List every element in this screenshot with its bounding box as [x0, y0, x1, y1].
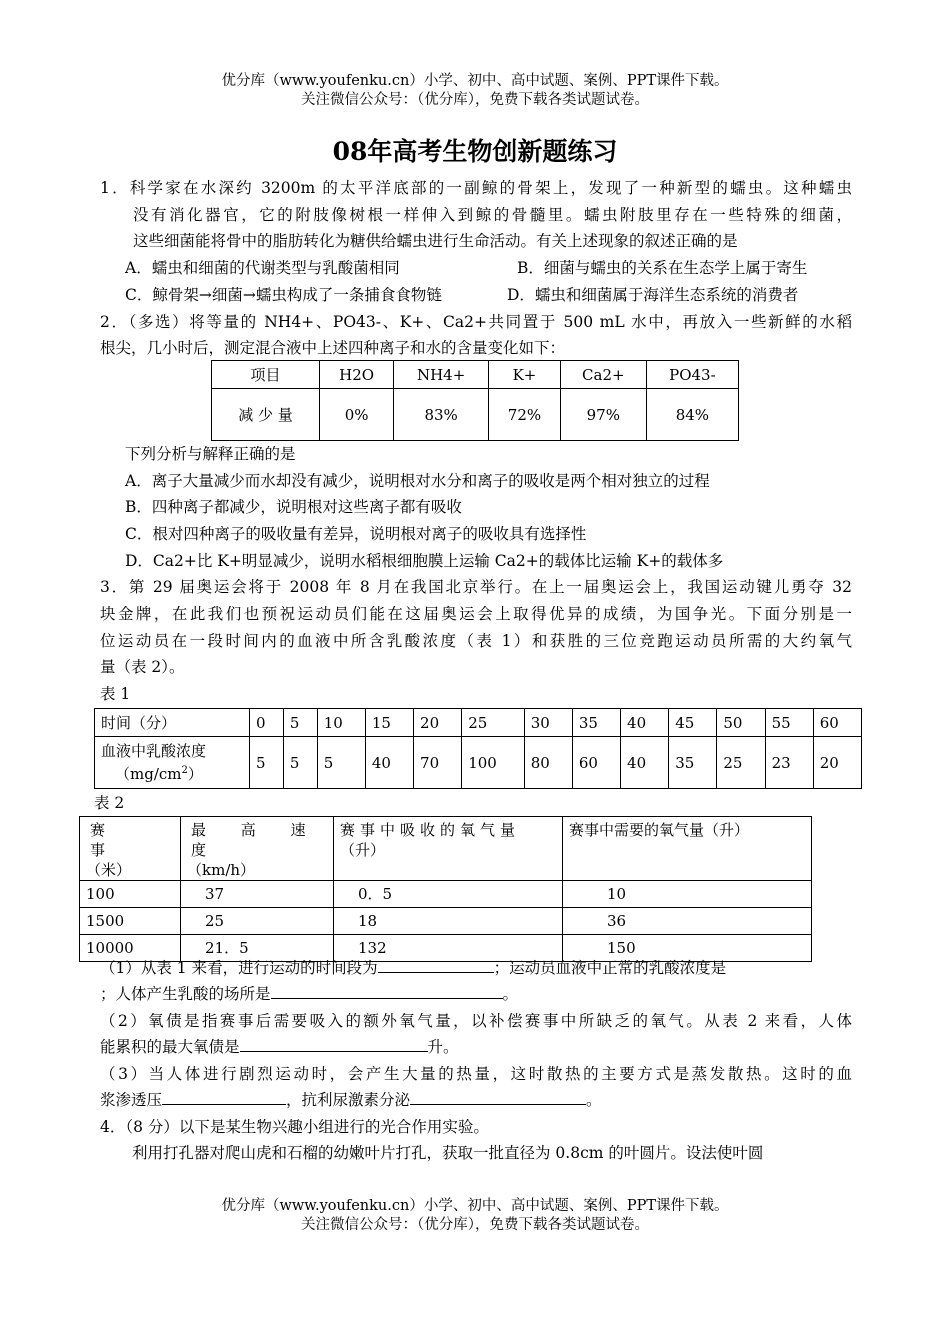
q2-line-2: 根尖，几小时后，测定混合液中上述四种离子和水的含量变化如下： — [100, 339, 566, 357]
conc-cell: 20 — [813, 737, 861, 789]
oxygen-cell: 18 — [334, 908, 563, 935]
q3-sub1-text-c: ；人体产生乳酸的场所是 — [100, 985, 271, 1003]
q3-sub3-text-d: 。 — [586, 1091, 602, 1109]
conc-cell: 35 — [669, 737, 717, 789]
oxygen-cell: 150 — [563, 935, 812, 962]
oxygen-cell: 25 — [181, 908, 334, 935]
time-cell: 30 — [524, 709, 572, 737]
q3-sub3-text-b: 浆渗透压 — [100, 1091, 163, 1109]
ion-header-cell: Ca2+ — [560, 361, 646, 389]
ion-header-cell: NH4+ — [394, 361, 489, 389]
lactate-unit — [101, 761, 243, 784]
q3-sub1-text-b: ；运动员血液中正常的乳酸浓度是 — [493, 959, 727, 977]
ion-header-cell: H2O — [320, 361, 394, 389]
oxygen-cell: 10 — [563, 881, 812, 908]
oxygen-cell: 21．5 — [181, 935, 334, 962]
oxygen-cell: 10000 — [80, 935, 181, 962]
q2-option-a: A．离子大量减少而水却没有减少，说明根对水分和离子的吸收是两个相对独立的过程 — [125, 472, 710, 490]
ion-header-cell: K+ — [489, 361, 561, 389]
unit-text: （mg/cm — [115, 765, 182, 783]
lactate-table — [94, 708, 862, 789]
ion-value-cell: 0% — [320, 389, 394, 441]
conc-cell: 80 — [524, 737, 572, 789]
q1-option-a: A．蠕虫和细菌的代谢类型与乳酸菌相同 — [125, 259, 400, 277]
ion-value-cell: 97% — [560, 389, 646, 441]
oxygen-header-text: 最 高 速 度 — [191, 821, 321, 859]
answer-blank-oxygen-debt[interactable] — [240, 1037, 428, 1052]
conc-cell: 70 — [414, 737, 462, 789]
q2-option-b: B．四种离子都减少，说明根对这些离子都有吸收 — [125, 498, 462, 516]
q1-option-c: C．鲸骨架→细菌→蠕虫构成了一条捕食食物链 — [125, 286, 442, 304]
ion-row-label: 减 少 量 — [212, 389, 320, 441]
oxygen-header-absorbed — [334, 817, 563, 881]
header-line-1: 优分库（www.youfenku.cn）小学、初中、高中试题、案例、PPT课件下载。 — [221, 73, 729, 89]
q3-sub1-line2 — [100, 984, 518, 1004]
lactate-label-text: 血液中乳酸浓度 — [101, 742, 207, 760]
oxygen-header-speed — [181, 817, 334, 881]
page-title: 08年高考生物创新题练习 — [332, 137, 618, 166]
table2-caption: 表 2 — [94, 794, 125, 812]
answer-blank-adh[interactable] — [410, 1090, 586, 1105]
time-cell: 0 — [250, 709, 284, 737]
oxygen-cell: 36 — [563, 908, 812, 935]
answer-blank-site[interactable] — [271, 984, 503, 999]
time-cell: 25 — [462, 709, 525, 737]
oxygen-cell: 0．5 — [334, 881, 563, 908]
q3-sub3-line2 — [100, 1090, 602, 1110]
q3-sub1-line1 — [100, 958, 726, 978]
oxygen-cell: 132 — [334, 935, 563, 962]
q2-lead: 下列分析与解释正确的是 — [125, 445, 296, 463]
lactate-row-label: 时间（分） — [95, 709, 250, 737]
conc-cell: 40 — [365, 737, 413, 789]
oxygen-table — [79, 816, 812, 962]
oxygen-cell: 1500 — [80, 908, 181, 935]
table1-caption: 表 1 — [100, 685, 131, 703]
conc-cell: 60 — [572, 737, 620, 789]
q2-option-c: C．根对四种离子的吸收量有差异，说明根对离子的吸收具有选择性 — [125, 525, 587, 543]
time-cell: 5 — [283, 709, 317, 737]
oxygen-cell: 100 — [80, 881, 181, 908]
oxygen-header-unit: （升） — [340, 841, 386, 859]
q3-sub1-text-d: 。 — [502, 985, 519, 1003]
unit-close: ） — [187, 765, 203, 783]
time-cell: 45 — [669, 709, 717, 737]
time-cell: 10 — [317, 709, 365, 737]
lactate-row-label — [95, 737, 250, 789]
q4-line-2: 利用打孔器对爬山虎和石榴的幼嫩叶片打孔，获取一批直径为 0.8cm 的叶圆片。设法使叶圆 — [132, 1144, 764, 1162]
oxygen-header-needed: 赛事中需要的氧气量（升） — [563, 817, 812, 881]
q1-option-b: B．细菌与蠕虫的关系在生态学上属于寄生 — [517, 259, 808, 277]
time-cell: 20 — [414, 709, 462, 737]
footer-line-2: 关注微信公众号：（优分库），免费下载各类试题试卷。 — [301, 1217, 649, 1233]
q3-sub1-text-a: （1）从表 1 来看，进行运动的时间段为 — [100, 959, 378, 977]
ion-value-cell: 84% — [646, 389, 738, 441]
conc-cell: 25 — [717, 737, 765, 789]
q1-line-1: 1．科学家在水深约 3200m 的太平洋底部的一副鲸的骨架上，发现了一种新型的蠕虫。这种蠕虫 — [100, 179, 852, 197]
q3-sub2-text-c: 升。 — [427, 1038, 459, 1056]
oxygen-header-unit: （米） — [86, 861, 132, 879]
oxygen-header-event — [80, 817, 181, 881]
ion-value-cell: 72% — [489, 389, 561, 441]
conc-cell: 5 — [250, 737, 284, 789]
q1-line-2: 没有消化器官，它的附肢像树根一样伸入到鲸的骨髓里。蠕虫附肢里存在一些特殊的细菌， — [133, 206, 852, 224]
footer-line-1: 优分库（www.youfenku.cn）小学、初中、高中试题、案例、PPT课件下载。 — [221, 1198, 729, 1214]
time-cell: 35 — [572, 709, 620, 737]
conc-cell: 23 — [765, 737, 813, 789]
q2-option-d: D．Ca2+比 K+明显减少，说明水稻根细胞膜上运输 Ca2+的载体比运输 K+的载体多 — [125, 552, 724, 570]
q4-line-1: 4．（8 分）以下是某生物兴趣小组进行的光合作用实验。 — [100, 1118, 489, 1136]
ion-header-cell: 项目 — [212, 361, 320, 389]
oxygen-header-text: 赛 事 — [90, 821, 152, 859]
time-cell: 15 — [365, 709, 413, 737]
q3-line-3: 位运动员在一段时间内的血液中所含乳酸浓度（表 1）和获胜的三位竞跑运动员所需的大约氧气 — [100, 632, 852, 650]
q3-sub2-line2 — [100, 1037, 459, 1057]
time-cell: 60 — [813, 709, 861, 737]
q3-sub3-line1: （3）当人体进行剧烈运动时，会产生大量的热量，这时散热的主要方式是蒸发散热。这时的血 — [100, 1065, 852, 1083]
time-cell: 55 — [765, 709, 813, 737]
conc-cell: 5 — [283, 737, 317, 789]
ion-table — [211, 360, 739, 441]
header-line-2: 关注微信公众号：（优分库），免费下载各类试题试卷。 — [301, 92, 649, 108]
time-cell: 50 — [717, 709, 765, 737]
conc-cell: 100 — [462, 737, 525, 789]
oxygen-header-unit: （km/h） — [187, 861, 256, 879]
q3-line-2: 块金牌，在此我们也预祝运动员们能在这届奥运会上取得优异的成绩，为国争光。下面分别是一 — [100, 605, 852, 623]
answer-blank-osmotic[interactable] — [162, 1090, 286, 1105]
oxygen-header-text: 赛事中吸收的氧气量 — [340, 821, 521, 839]
q2-line-1: 2．（多选）将等量的 NH4+、PO43-、K+、Ca2+共同置于 500 mL 水中，再放入一些新鲜的水稻 — [100, 313, 852, 331]
q3-sub3-text-c: ，抗利尿激素分泌 — [286, 1091, 411, 1109]
unit-superscript: 2 — [181, 765, 188, 776]
conc-cell: 40 — [621, 737, 669, 789]
ion-value-cell: 83% — [394, 389, 489, 441]
conc-cell: 5 — [317, 737, 365, 789]
q3-line-4: 量（表 2）。 — [100, 658, 185, 676]
q1-option-d: D．蠕虫和细菌属于海洋生态系统的消费者 — [507, 286, 799, 304]
oxygen-cell: 37 — [181, 881, 334, 908]
ion-header-cell: PO43- — [646, 361, 738, 389]
answer-blank-time[interactable] — [378, 958, 494, 973]
q3-sub2-line1: （2）氧债是指赛事后需要吸入的额外氧气量，以补偿赛事中所缺乏的氧气。从表 2 来看，人体 — [100, 1012, 852, 1030]
q1-line-3: 这些细菌能将骨中的脂肪转化为糖供给蠕虫进行生命活动。有关上述现象的叙述正确的是 — [133, 232, 738, 250]
q3-line-1: 3．第 29 届奥运会将于 2008 年 8 月在我国北京举行。在上一届奥运会上，我国运动键儿勇夺 32 — [100, 578, 852, 596]
q3-sub2-text-b: 能累积的最大氧债是 — [100, 1038, 240, 1056]
time-cell: 40 — [621, 709, 669, 737]
